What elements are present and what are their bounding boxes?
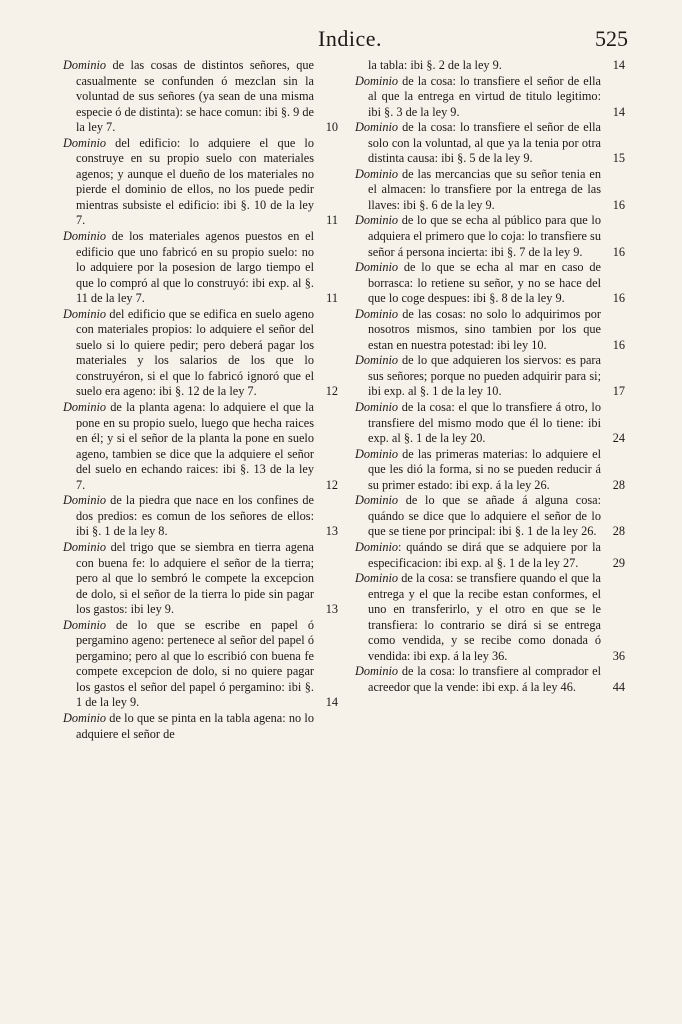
entry-text [355, 260, 601, 307]
entry-page-ref: 13 [325, 602, 338, 617]
entry-description: de las primeras materias: lo adquiere el que les dió la forma, si no se pueden reducir á su primer estado: ibi exp. á la ley 26. [368, 446, 601, 492]
entry-text [63, 618, 314, 711]
index-entry [355, 213, 625, 260]
entry-head-word: Dominio [355, 120, 399, 135]
entry-page-ref: 12 [325, 477, 338, 492]
entry-page-ref: 44 [612, 679, 625, 694]
entry-head-word: Dominio [355, 571, 399, 586]
entry-page-ref: 36 [612, 648, 625, 663]
entry-head-word: Dominio [63, 58, 107, 72]
entry-head-word: Dominio [355, 166, 399, 181]
entry-text [63, 540, 314, 618]
entry-head-word: Dominio [355, 400, 399, 415]
index-entry [63, 307, 338, 400]
entry-text [355, 353, 601, 400]
entry-head-word: Dominio [63, 400, 107, 415]
entry-head-word: Dominio [355, 213, 399, 228]
entry-head-word: Dominio [63, 617, 107, 632]
index-entry [355, 167, 625, 214]
entry-description: de la piedra que nace en los confines de dos predios: es comun de los señores de ellos: ibi §. 1 de la ley 8. [76, 493, 314, 539]
entry-text [63, 229, 314, 307]
index-entry [355, 58, 625, 74]
index-entry [355, 353, 625, 400]
entry-page-ref: 28 [612, 477, 625, 492]
entry-head-word: Dominio [355, 539, 399, 554]
index-entry [355, 447, 625, 494]
index-entry [355, 74, 625, 121]
entry-text [355, 58, 601, 74]
index-entry [63, 540, 338, 618]
index-entry [63, 136, 338, 229]
entry-head-word: Dominio [63, 229, 107, 244]
entry-description: de lo que se pinta en la tabla agena: no lo adquiere el señor de [76, 710, 314, 741]
page-number: 525 [595, 26, 628, 51]
index-entry [63, 400, 338, 493]
entry-text [63, 711, 314, 742]
entry-description: de lo que se añade á alguna cosa: quándo se dice que lo adquiere el señor de lo que se tiene por principal: ibi §. 1 de la ley 26. [368, 493, 601, 539]
entry-text [63, 307, 314, 400]
page-title: Indice. [318, 26, 382, 51]
index-entry [355, 540, 625, 571]
entry-description: de lo que se escribe en papel ó pergamino ageno: pertenece al señor del papel ó pergamino; pero al que lo escribió con buena fe compete excepcion de dolo, si no quiere pagar los gastos el señor del papel ó pergamino: ibi §. 1 de la ley 9. [76, 617, 314, 710]
entry-description: de la cosa: lo transfiere al comprador el acreedor que la vende: ibi exp. á la ley 46. [368, 664, 601, 694]
entry-page-ref: 16 [612, 337, 625, 352]
entry-text [355, 307, 601, 354]
entry-head-word: Dominio [355, 493, 399, 508]
entry-description: de lo que se echa al público para que lo adquiera el primero que lo coja: lo transfiere su señor á persona incierta: ibi §. 7 de la ley 9. [368, 213, 601, 259]
entry-page-ref: 10 [325, 120, 338, 135]
entry-text [63, 400, 314, 493]
entry-page-ref: 29 [612, 555, 625, 570]
entry-text [355, 540, 601, 571]
entry-head-word: Dominio [355, 73, 399, 88]
entry-page-ref: 24 [612, 431, 625, 446]
entry-description: de lo que adquieren los siervos: es para sus señores; porque no pueden adquirir para si; ibi exp. al §. 1 de la ley 10. [368, 353, 601, 399]
entry-description: de los materiales agenos puestos en el edificio que uno fabricó en su propio suelo: no lo adquiere por la posesion de largo tiempo el que lo compró al que lo construyó: ibi exp. al §. 11 de la ley 7. [76, 229, 314, 306]
entry-description: de lo que se echa al mar en caso de borrasca: lo retiene su señor, y no se hace del que lo coge despues: ibi §. 8 de la ley 9. [368, 260, 601, 306]
entry-description: de la cosa: lo transfiere el señor de ella al que la entrega en virtud de titulo legitimo: ibi §. 3 de la ley 9. [368, 73, 601, 119]
entry-page-ref: 11 [326, 291, 338, 306]
entry-page-ref: 16 [612, 197, 625, 212]
entry-description: del trigo que se siembra en tierra agena con buena fe: lo adquiere el señor de la tierra; pero al que lo sembró le compete la excepcion de dolo, si el señor de la tierra lo pide sin pagar los gastos: ibi ley 9. [76, 539, 314, 617]
entry-text [63, 136, 314, 229]
entry-page-ref: 14 [612, 104, 625, 119]
entry-head-word: Dominio [63, 493, 107, 508]
entry-page-ref: 28 [612, 524, 625, 539]
index-entry [355, 120, 625, 167]
entry-description: de la planta agena: lo adquiere el que la pone en su propio suelo, luego que hecha raices en él; y si el señor de la planta la pone en suelo ageno, tambien se dice que la adquiere el señor del suelo en echando raices: ibi §. 13 de la ley 7. [76, 400, 314, 492]
entry-head-word: Dominio [355, 446, 399, 461]
entry-text [355, 120, 601, 167]
index-entry [63, 711, 338, 742]
entry-head-word: Dominio [63, 710, 107, 725]
entry-description: del edificio que se edifica en suelo ageno con materiales propios: lo adquiere el señor del suelo si lo quiere pedir; pero deberá pagar los materiales y los salarios de los que lo construyéron, si el que lo fabricó ignoró que el suelo era ageno: ibi §. 12 de la ley 7. [76, 306, 314, 399]
index-entry [63, 229, 338, 307]
entry-description: de las cosas: no solo lo adquirimos por nosotros mismos, sino tambien por los que estan en nuestra potestad: ibi ley 10. [368, 306, 601, 352]
entry-page-ref: 17 [612, 384, 625, 399]
entry-page-ref: 14 [612, 58, 625, 72]
entry-head-word: Dominio [355, 260, 399, 275]
index-entry [355, 400, 625, 447]
entry-description: de la cosa: el que lo transfiere á otro, lo transfiere del mismo modo que él lo tiene: ibi exp. al §. 1 de la ley 20. [368, 400, 601, 446]
index-entry [355, 493, 625, 540]
entry-page-ref: 16 [612, 244, 625, 259]
entry-head-word: Dominio [355, 664, 399, 679]
entry-head-word: Dominio [63, 539, 107, 554]
entry-text [63, 58, 314, 136]
entry-description: de la cosa: lo transfiere el señor de ella solo con la voluntad, al que ya la tenia por otra distinta causa: ibi §. 5 de la ley 9. [368, 120, 601, 166]
entry-description: de la cosa: se transfiere quando el que la entrega y el que la recibe estan conformes, el uno en transferirlo, y el otro en que se le transfiera: lo contrario se dirá si se entrega como vendida, y se recibe como donada ó vendida: ibi exp. á la ley 36. [368, 571, 601, 663]
entry-text [355, 447, 601, 494]
entry-head-word: Dominio [355, 353, 399, 368]
entry-description: de las mercancias que su señor tenia en el almacen: lo transfiere por la entrega de las llaves: ibi §. 6 de la ley 9. [368, 166, 601, 212]
left-column [63, 58, 338, 742]
index-entry [355, 260, 625, 307]
page-header [0, 26, 682, 56]
entry-text [355, 167, 601, 214]
index-entry [63, 493, 338, 540]
index-entry [63, 58, 338, 136]
index-entry [63, 618, 338, 711]
entry-text [355, 400, 601, 447]
entry-text [355, 74, 601, 121]
entry-text [63, 493, 314, 540]
entry-page-ref: 11 [326, 213, 338, 228]
entry-head-word: Dominio [355, 306, 399, 321]
entry-text [355, 493, 601, 540]
entry-head-word: Dominio [63, 306, 107, 321]
entry-page-ref: 16 [612, 291, 625, 306]
entry-text [355, 571, 601, 664]
entry-description: : quándo se dirá que se adquiere por la especificacion: ibi exp. al §. 1 de la ley 27. [368, 539, 601, 570]
entry-description: de las cosas de distintos señores, que casualmente se confunden ó mezclan sin la voluntad de sus señores (ya sean de una misma especie ó de distinta): se hace comun: ibi §. 9 de la ley 7. [76, 58, 315, 135]
entry-text [355, 664, 601, 695]
index-entry [355, 571, 625, 664]
index-entry [355, 664, 625, 695]
entry-page-ref: 13 [325, 524, 338, 539]
entry-description: la tabla: ibi §. 2 de la ley 9. [368, 58, 502, 72]
entry-head-word: Dominio [63, 135, 107, 150]
entry-page-ref: 12 [325, 384, 338, 399]
entry-text [355, 213, 601, 260]
entry-page-ref: 15 [612, 151, 625, 166]
right-column [355, 58, 625, 695]
index-entry [355, 307, 625, 354]
entry-page-ref: 14 [325, 695, 338, 710]
entry-description: del edificio: lo adquiere el que lo construye en su propio suelo con materiales agenos; y aunque el dueño de los materiales no pierde el dominio de ellos, no los puede pedir mientras subsiste el edificio: ibi §. 10 de la ley 7. [76, 135, 314, 228]
